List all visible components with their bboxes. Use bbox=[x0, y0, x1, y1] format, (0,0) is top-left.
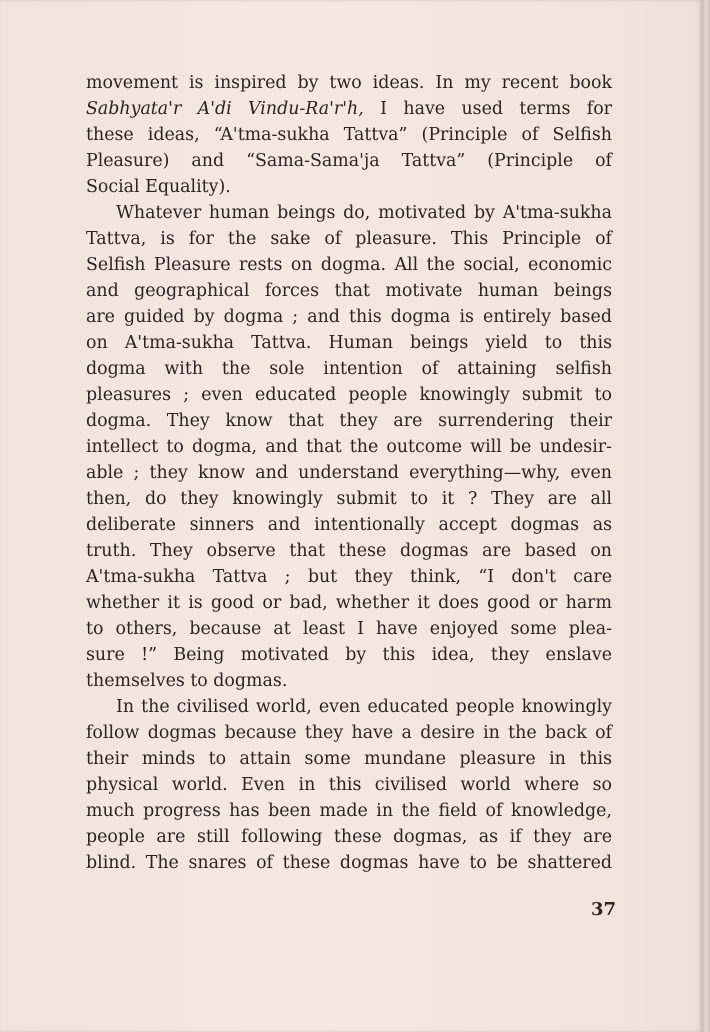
text-line: truth. They observe that these dogmas are based on bbox=[86, 541, 612, 561]
text-line: Whatever human beings do, motivated by A'tma-sukha bbox=[116, 203, 612, 223]
text-line: intellect to dogma, and that the outcome will be undesir- bbox=[86, 437, 612, 457]
body-text bbox=[86, 70, 612, 876]
text-line: these ideas, “A'tma-sukha Tattva” (Principle of Selfish bbox=[86, 125, 612, 145]
book-title-italic: Sabhyata'r A'di Vindu-Ra'r'h, bbox=[86, 99, 364, 119]
text-line: themselves to dogmas. bbox=[86, 671, 288, 691]
text-line: sure !” Being motivated by this idea, they enslave bbox=[86, 645, 612, 665]
text-line: pleasures ; even educated people knowingly submit to bbox=[86, 385, 612, 405]
text-line: A'tma-sukha Tattva ; but they think, “I don't care bbox=[86, 567, 612, 587]
text-line: physical world. Even in this civilised world where so bbox=[86, 775, 612, 795]
text-line bbox=[86, 96, 612, 122]
text-line: much progress has been made in the field of knowledge, bbox=[86, 801, 612, 821]
text-line: Pleasure) and “Sama-Sama'ja Tattva” (Principle of bbox=[86, 151, 612, 171]
text-line: Selfish Pleasure rests on dogma. All the social, economic bbox=[86, 255, 612, 275]
text-line: dogma. They know that they are surrendering their bbox=[86, 411, 612, 431]
text-line: Tattva, is for the sake of pleasure. This Principle of bbox=[86, 229, 612, 249]
text-line: to others, because at least I have enjoyed some plea- bbox=[86, 619, 612, 639]
text-line: able ; they know and understand everything—why, even bbox=[86, 463, 612, 483]
text-line: their minds to attain some mundane pleasure in this bbox=[86, 749, 612, 769]
text-line: movement is inspired by two ideas. In my recent book bbox=[86, 73, 612, 93]
text-line: and geographical forces that motivate human beings bbox=[86, 281, 612, 301]
text-line: blind. The snares of these dogmas have to be shattered bbox=[86, 853, 612, 873]
text-line: dogma with the sole intention of attaining selfish bbox=[86, 359, 612, 379]
text-segment: I have used terms for bbox=[363, 99, 612, 119]
page-edge bbox=[702, 0, 710, 1032]
text-line: In the civilised world, even educated people knowingly bbox=[116, 697, 612, 717]
text-line: deliberate sinners and intentionally accept dogmas as bbox=[86, 515, 612, 535]
text-line: on A'tma-sukha Tattva. Human beings yield to this bbox=[86, 333, 612, 353]
text-line: then, do they knowingly submit to it ? They are all bbox=[86, 489, 612, 509]
text-line: people are still following these dogmas, as if they are bbox=[86, 827, 612, 847]
text-line: are guided by dogma ; and this dogma is entirely based bbox=[86, 307, 612, 327]
text-line: follow dogmas because they have a desire in the back of bbox=[86, 723, 612, 743]
text-line: whether it is good or bad, whether it does good or harm bbox=[86, 593, 612, 613]
page-number: 37 bbox=[591, 899, 617, 920]
text-line: Social Equality). bbox=[86, 177, 231, 197]
